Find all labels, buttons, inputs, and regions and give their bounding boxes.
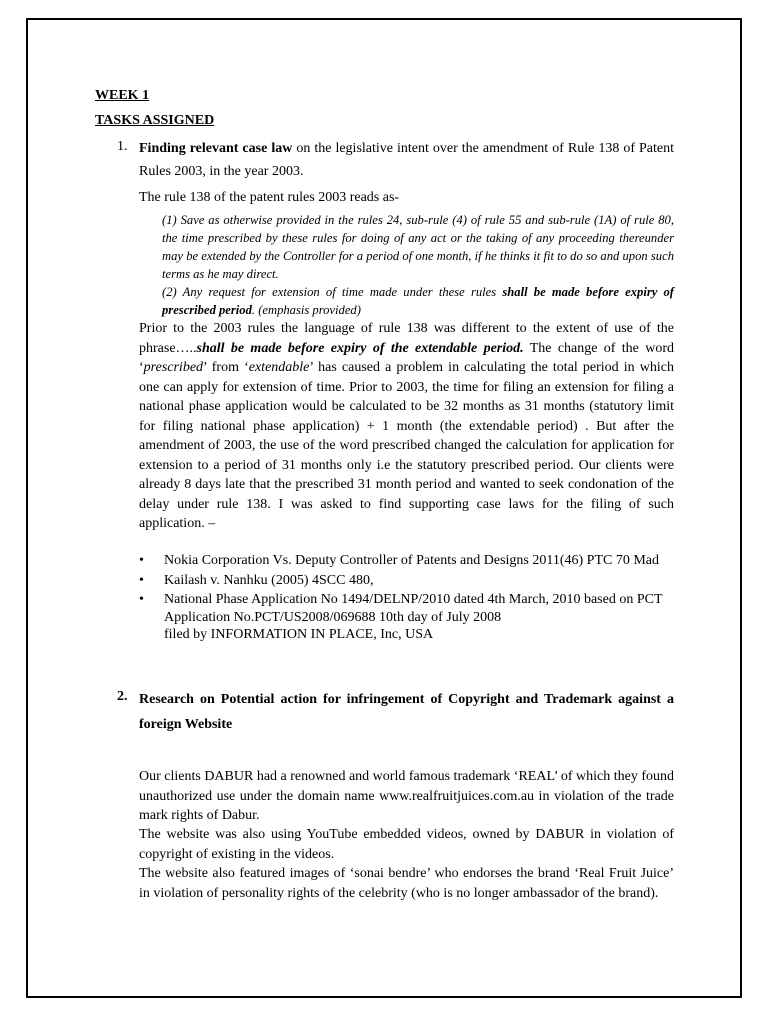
task1-title-bold: Finding relevant case law <box>139 141 293 156</box>
list-item <box>139 572 674 590</box>
para-post: ’ has caused a problem in calculating the total period in which one can apply for extension of time. Prior to 2003, the time for filing an extension for filing a national phase application would be calculated to be 32 months as 31 months (statutory limit for filing national phase application) + 1 month (the extendable period) . But after the amendment of 2003, the use of the word prescribed changed the calculation for application for extension to a period of 31 months only i.e the statutory prescribed period. Our clients were already 8 days late that the prescribed 31 month period and wanted to seek condonation of the delay under rule 138. I was asked to find supporting case laws for the filing of such application. – <box>139 360 674 531</box>
task2-title: Research on Potential action for infringement of Copyright and Trademark against a foreign Website <box>139 692 674 732</box>
ref-text: Kailash v. Nanhku (2005) 4SCC 480, <box>164 572 374 588</box>
rule-quote-1: (1) Save as otherwise provided in the rules 24, sub-rule (4) of rule 55 and sub-rule (1A) of rule 80, the time prescribed by these rules for doing of any act or the taking of any proceeding thereunder may be extended by the Controller for a period of one month, if he thinks it fit to do so and upon such terms as he may direct. <box>162 213 674 281</box>
ref-text: Nokia Corporation Vs. Deputy Controller of Patents and Designs 2011(46) PTC 70 Mad <box>164 553 660 568</box>
para-bold: shall be made before expiry of the extendable period. <box>196 340 524 356</box>
bullet-icon: • <box>139 592 144 607</box>
bullet-icon: • <box>139 572 144 588</box>
tasks-heading: TASKS ASSIGNED <box>95 113 215 128</box>
task2-number: 2. <box>117 689 128 704</box>
bullet-icon: • <box>139 553 144 568</box>
rule-quote-2 <box>162 283 674 319</box>
list-item <box>139 552 674 570</box>
task1-title <box>139 137 674 183</box>
task1-number: 1. <box>117 139 128 154</box>
task1-paragraph <box>139 319 674 534</box>
task2-paragraph-1: Our clients DABUR had a renowned and world famous trademark ‘REAL’ of which they found unauthorized use under the domain name www.realfruitjuices.com.au in violation of the trade mark rights of Dabur. <box>139 769 674 823</box>
quote2-pre: (2) Any request for extension of time made under these rules <box>162 285 503 299</box>
case-law-list <box>139 552 674 644</box>
quote2-bold: shall be made before expiry of prescribed period <box>162 285 675 317</box>
para-mid1: The change of the word ‘ <box>139 340 674 375</box>
para-word1: prescribed <box>143 360 204 375</box>
quote2-post: . (emphasis provided) <box>251 303 361 317</box>
ref-text-continued: filed by INFORMATION IN PLACE, Inc, USA <box>164 627 434 642</box>
ref-text: National Phase Application No 1494/DELNP/2010 dated 4th March, 2010 based on PCT Application No.PCT/US2008/069688 10th day of July 2008 <box>164 592 663 625</box>
para-mid2: ’ from ‘ <box>203 360 249 375</box>
task2-paragraph-2: The website was also using YouTube embedded videos, owned by DABUR in violation of copyright of existing in the videos. <box>139 827 674 862</box>
task1-title-rest: on the legislative intent over the amendment of Rule 138 of Patent Rules 2003, in the year 2003. <box>139 141 675 179</box>
rule-intro: The rule 138 of the patent rules 2003 reads as- <box>139 190 400 205</box>
para-word2: extendable <box>248 360 310 375</box>
list-item <box>139 591 674 644</box>
week-heading: WEEK 1 <box>95 88 150 103</box>
para-pre: Prior to the 2003 rules the language of rule 138 was different to the extent of use of the phrase….. <box>139 321 674 356</box>
task2-paragraph-3: The website also featured images of ‘sonai bendre’ who endorses the brand ‘Real Fruit Juice’ in violation of personality rights of the celebrity (who is no longer ambassador of the brand). <box>139 866 674 901</box>
